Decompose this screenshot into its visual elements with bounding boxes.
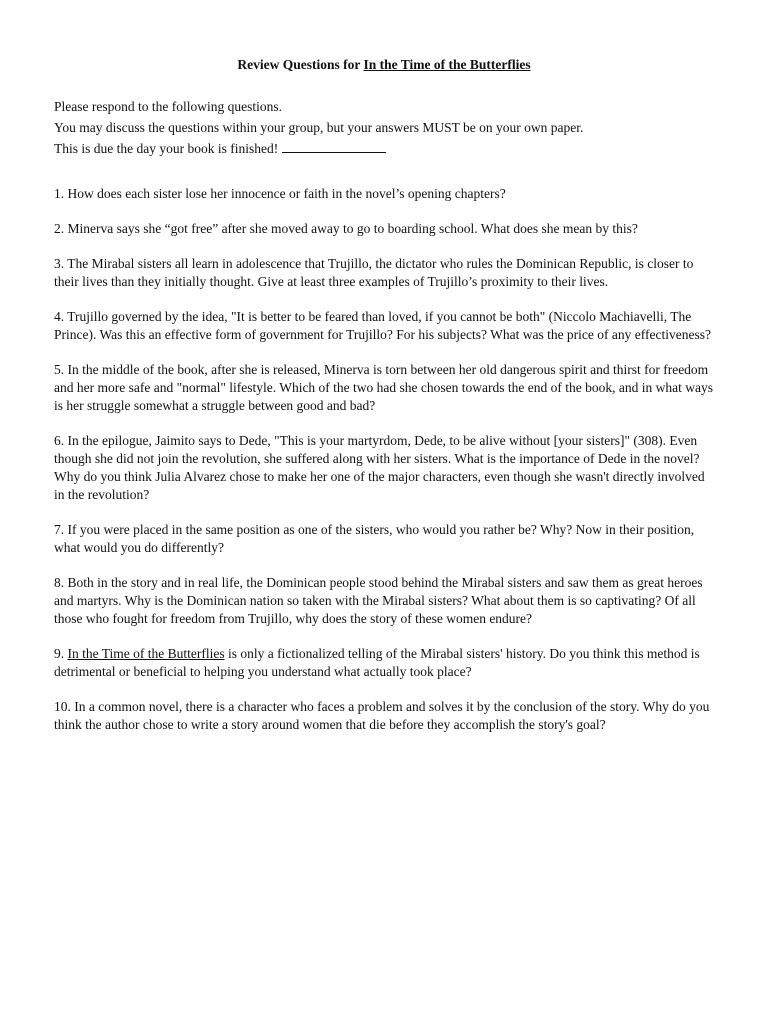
question-6: 6. In the epilogue, Jaimito says to Dede, "This is your martyrdom, Dede, to be alive without [your sisters]" (308). Even though she did not join the revolution, she suffered along with her sisters. What is the importance of Dede in the novel? Why do you think Julia Alvarez chose to make her one of the major characters, even though she wasn't directly involved in the revolution? (54, 433, 705, 502)
question-1: 1. How does each sister lose her innocence or faith in the novel’s opening chapters? (54, 186, 506, 201)
instructions (54, 98, 714, 158)
title-prefix: Review Questions for (237, 57, 361, 72)
question-9-number: 9. (54, 646, 65, 661)
page-title (54, 56, 714, 74)
question-4: 4. Trujillo governed by the idea, "It is better to be feared than loved, if you cannot be both" (Niccolo Machiavelli, The Prince). Was this an effective form of government for Trujillo? For his subjects? What was the price of any effectiveness? (54, 309, 711, 342)
question-list (54, 185, 714, 734)
question-9-book-title: In the Time of the Butterflies (67, 646, 225, 661)
question-9 (54, 645, 714, 681)
due-date-blank-line (282, 140, 386, 153)
instruction-line-1: Please respond to the following questions. (54, 99, 282, 114)
question-3: 3. The Mirabal sisters all learn in adolescence that Trujillo, the dictator who rules the Dominican Republic, is closer to their lives than they initially thought. Give at least three examples of Trujillo’s proximity to their lives. (54, 256, 694, 289)
question-10: 10. In a common novel, there is a character who faces a problem and solves it by the conclusion of the story. Why do you think the author chose to write a story around women that die before they accomplish the story's goal? (54, 699, 710, 732)
question-2: 2. Minerva says she “got free” after she moved away to go to boarding school. What does she mean by this? (54, 221, 638, 236)
question-8: 8. Both in the story and in real life, the Dominican people stood behind the Mirabal sisters and saw them as great heroes and martyrs. Why is the Dominican nation so taken with the Mirabal sisters? What about them is so captivating? Of all those who fought for freedom from Trujillo, why does the story of these women endure? (54, 575, 703, 626)
question-5: 5. In the middle of the book, after she is released, Minerva is torn between her old dangerous spirit and thirst for freedom and her more safe and "normal" lifestyle. Which of the two had she chosen towards the end of the book, and in what ways is her struggle somewhat a struggle between good and bad? (54, 362, 713, 413)
instruction-line-3 (54, 140, 714, 158)
instruction-line-2: You may discuss the questions within your group, but your answers MUST be on your own paper. (54, 120, 584, 135)
question-7: 7. If you were placed in the same position as one of the sisters, who would you rather be? Why? Now in their position, what would you do differently? (54, 522, 695, 555)
title-book-name: In the Time of the Butterflies (363, 57, 531, 72)
question-9-text: is only a fictionalized telling of the Mirabal sisters' history. Do you think this method is detrimental or beneficial to helping you understand what actually took place? (54, 646, 700, 679)
due-date-text: This is due the day your book is finished! (54, 141, 279, 156)
